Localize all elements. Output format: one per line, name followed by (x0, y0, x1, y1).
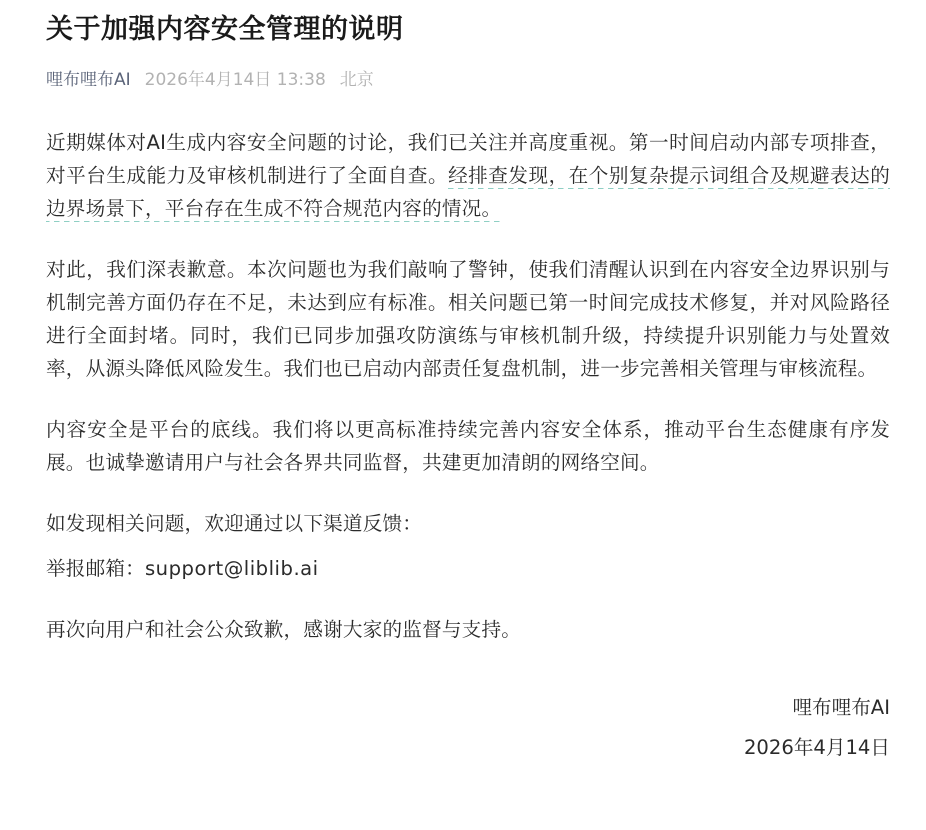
signature-date: 2026年4月14日 (743, 736, 890, 759)
paragraph-closing: 再次向用户和社会公众致歉，感谢大家的监督与支持。 (46, 618, 522, 641)
publish-location: 北京 (339, 70, 374, 90)
paragraph-3: 内容安全是平台的底线。我们将以更高标准持续完善内容安全体系，推动平台生态健康有序发展。也诚挚邀请用户与社会各界共同监督，共建更加清朗的网络空间。 (46, 418, 890, 474)
signature-block (46, 688, 890, 768)
report-email-label: 举报邮箱： (46, 557, 145, 580)
highlighted-text[interactable]: 经排查发现，在个别复杂提示词组合及规避表达的边界场景下，平台存在生成不符合规范内容的情况。 (46, 164, 891, 220)
signature-org: 哩布哩布AI (792, 696, 890, 719)
paragraph-1-text: 近期媒体对AI生成内容安全问题的讨论，我们已关注并高度重视。第一时间启动内部专项排查，对平台生成能力及审核机制进行了全面自查。 (46, 131, 890, 187)
author-name-link[interactable]: 哩布哩布AI (46, 70, 131, 90)
paragraph-1 (46, 126, 890, 225)
paragraph-feedback-intro: 如发现相关问题，欢迎通过以下渠道反馈： (46, 512, 423, 535)
article-meta (46, 68, 890, 92)
article-title: 关于加强内容安全管理的说明 (46, 14, 404, 45)
report-email-address[interactable]: support@liblib.ai (144, 557, 319, 580)
paragraph-2: 对此，我们深表歉意。本次问题也为我们敲响了警钟，使我们清醒认识到在内容安全边界识别与机制完善方面仍存在不足，未达到应有标准。相关问题已第一时间完成技术修复，并对风险路径进行全面封堵。同时，我们已同步加强攻防演练与审核机制升级，持续提升识别能力与处置效率，从源头降低风险发生。我们也已启动内部责任复盘机制，进一步完善相关管理与审核流程。 (46, 258, 890, 380)
publish-datetime: 2026年4月14日 13:38 (144, 70, 326, 90)
article-body (46, 126, 890, 646)
report-email-line (46, 552, 890, 585)
